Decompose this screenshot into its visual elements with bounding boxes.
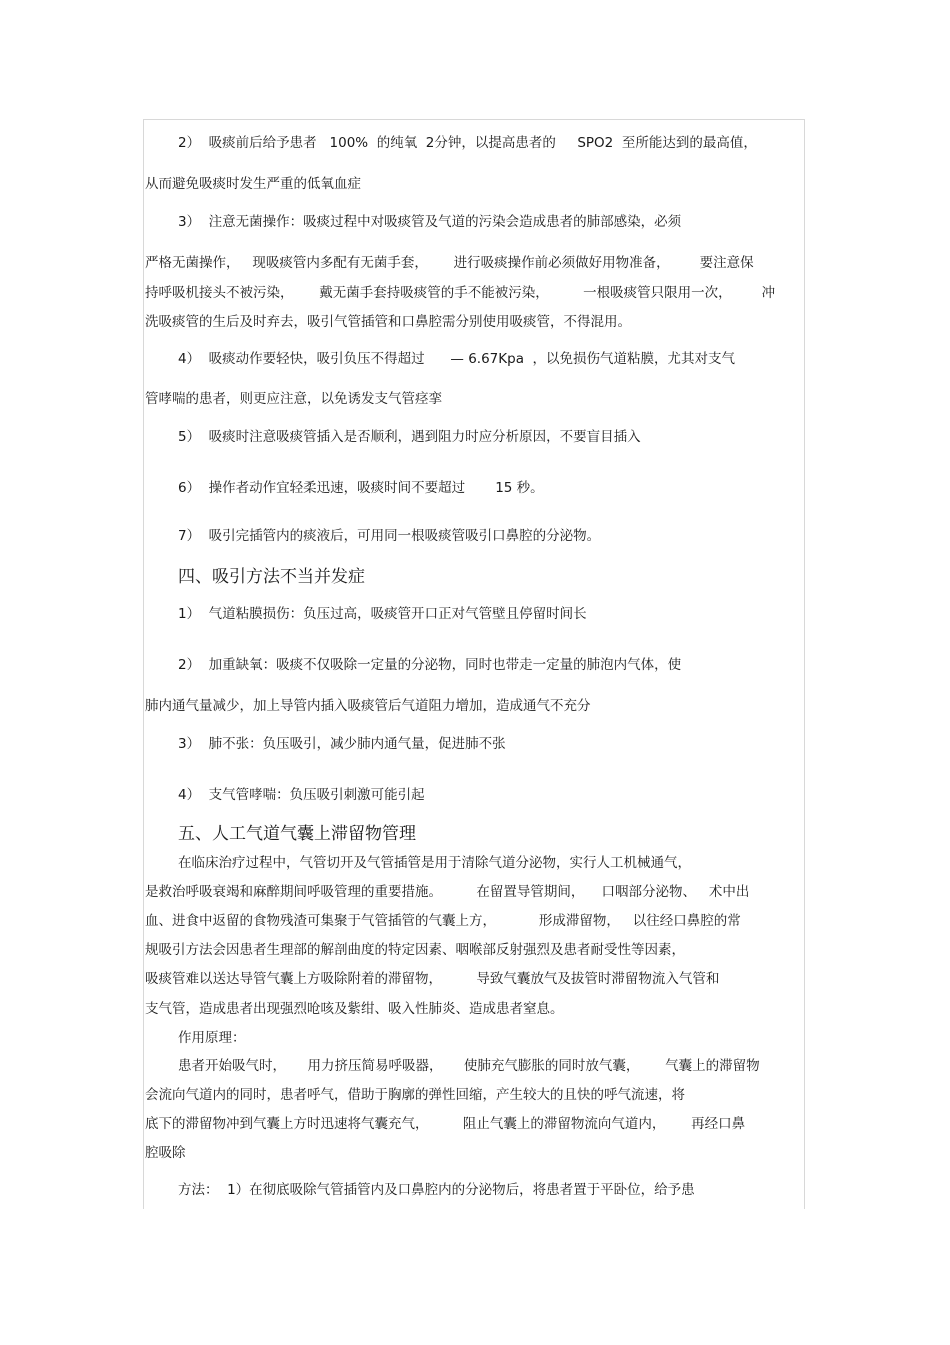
text-line: 肺内通气量减少，加上导管内插入吸痰管后气道阻力增加，造成通气不充分 [145,698,591,714]
text-line: 血、进食中返留的食物残渣可集聚于气管插管的气囊上方， 形成滞留物， 以往经口鼻腔的常 [145,913,741,929]
text-line: 管哮喘的患者，则更应注意，以免诱发支气管痉挛 [145,391,442,407]
text-line: 腔吸除 [145,1145,186,1161]
text-line: 4） 吸痰动作要轻快，吸引负压不得超过 — 6.67Kpa ，以免损伤气道粘膜，尤其对支气 [178,351,736,367]
section-heading: 五、人工气道气囊上滞留物管理 [178,824,416,844]
text-line: 2） 加重缺氧：吸痰不仅吸除一定量的分泌物，同时也带走一定量的肺泡内气体，使 [178,657,682,673]
text-line: 吸痰管难以送达导管气囊上方吸除附着的滞留物， 导致气囊放气及拔管时滞留物流入气管和 [145,971,720,987]
text-line: 是救治呼吸衰竭和麻醉期间呼吸管理的重要措施。 在留置导管期间， 口咽部分泌物、 术中出 [145,884,750,900]
text-line: 支气管，造成患者出现强烈呛咳及紫绀、吸入性肺炎、造成患者窒息。 [145,1001,564,1017]
text-line: 3） 肺不张：负压吸引，减少肺内通气量，促进肺不张 [178,736,506,752]
text-line: 持呼吸机接头不被污染， 戴无菌手套持吸痰管的手不能被污染， 一根吸痰管只限用一次， 冲 [145,285,776,301]
text-line: 患者开始吸气时， 用力挤压简易呼吸器， 使肺充气膨胀的同时放气囊， 气囊上的滞留物 [178,1058,760,1074]
text-line: 从而避免吸痰时发生严重的低氧血症 [145,176,361,192]
section-heading: 四、吸引方法不当并发症 [178,567,365,587]
text-line: 严格无菌操作， 现吸痰管内多配有无菌手套， 进行吸痰操作前必须做好用物准备， 要注意保 [145,255,754,271]
text-line: 规吸引方法会因患者生理部的解剖曲度的特定因素、咽喉部反射强烈及患者耐受性等因素， [145,942,685,958]
text-line: 6） 操作者动作宜轻柔迅速，吸痰时间不要超过 15 秒。 [178,480,544,496]
text-line: 2） 吸痰前后给予患者 100% 的纯氧 2分钟，以提高患者的 SPO2 至所能达到的最高值， [178,135,757,151]
text-line: 1） 气道粘膜损伤：负压过高，吸痰管开口正对气管壁且停留时间长 [178,606,587,622]
text-line: 在临床治疗过程中，气管切开及气管插管是用于清除气道分泌物，实行人工机械通气， [178,855,691,871]
text-line: 会流向气道内的同时，患者呼气，借助于胸廓的弹性回缩，产生较大的且快的呼气流速，将 [145,1087,685,1103]
text-line: 底下的滞留物冲到气囊上方时迅速将气囊充气， 阻止气囊上的滞留物流向气道内， 再经口鼻 [145,1116,746,1132]
text-line: 4） 支气管哮喘：负压吸引刺激可能引起 [178,787,425,803]
text-line: 3） 注意无菌操作：吸痰过程中对吸痰管及气道的污染会造成患者的肺部感染，必须 [178,214,682,230]
text-line: 洗吸痰管的生后及时弃去，吸引气管插管和口鼻腔需分别使用吸痰管，不得混用。 [145,314,631,330]
text-line: 方法： 1）在彻底吸除气管插管内及口鼻腔内的分泌物后，将患者置于平卧位，给予患 [178,1182,695,1198]
text-line: 作用原理： [178,1030,246,1046]
text-line: 7） 吸引完插管内的痰液后，可用同一根吸痰管吸引口鼻腔的分泌物。 [178,528,601,544]
text-line: 5） 吸痰时注意吸痰管插入是否顺利，遇到阻力时应分析原因，不要盲目插入 [178,429,641,445]
